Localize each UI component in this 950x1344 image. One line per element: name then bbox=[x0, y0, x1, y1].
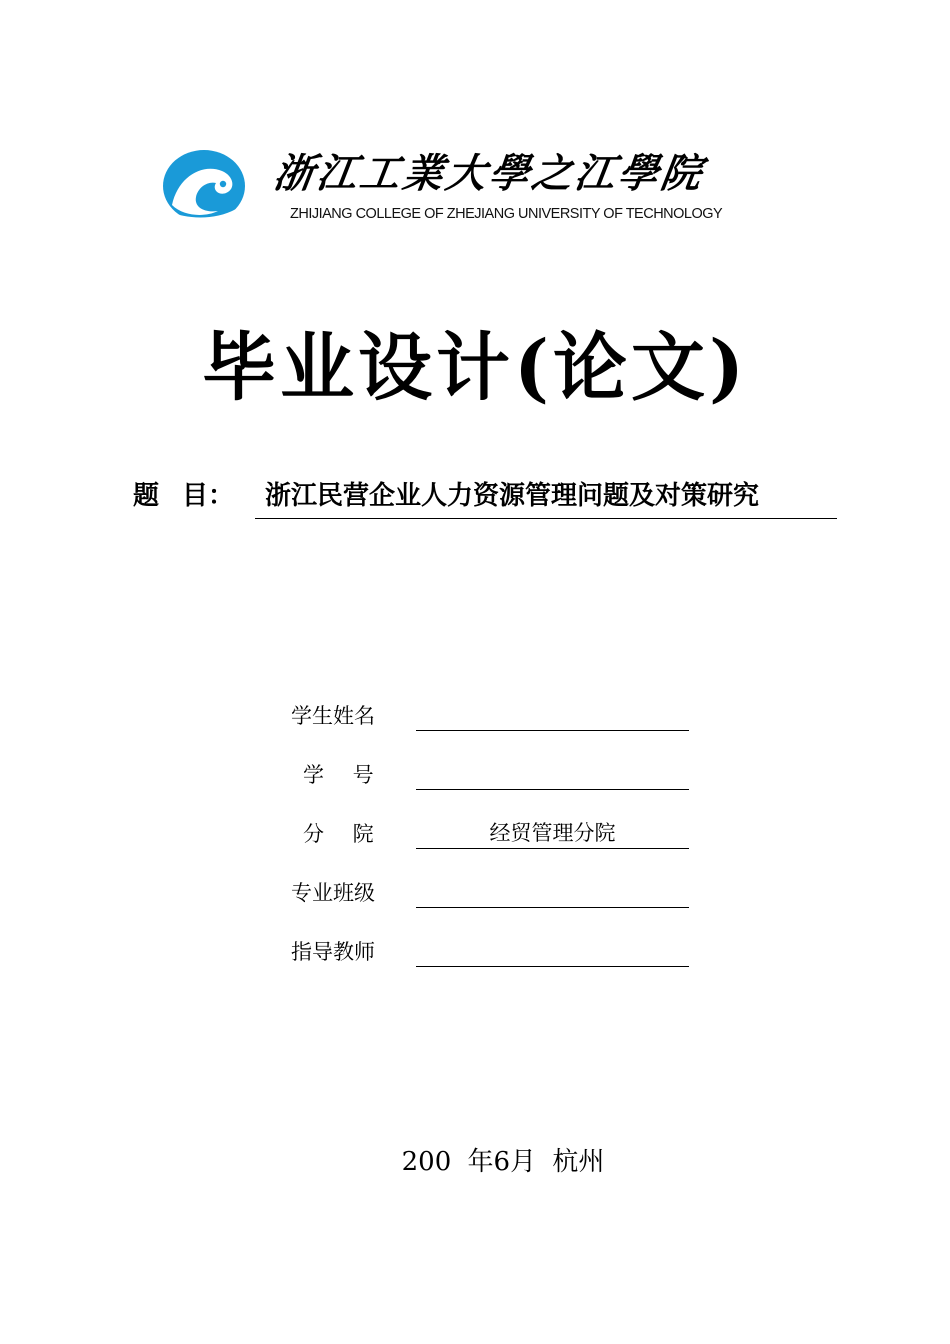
school-header bbox=[162, 146, 782, 230]
field-value-student-name bbox=[416, 701, 689, 731]
field-label-department: 分 院 bbox=[303, 822, 374, 846]
field-value-student-id bbox=[416, 760, 689, 790]
school-name-english: ZHIJIANG COLLEGE OF ZHEJIANG UNIVERSITY OF TECHNOLOGY bbox=[290, 206, 723, 222]
date-place: 200 年6月 杭州 bbox=[401, 1147, 605, 1177]
topic-label: 题 目： bbox=[133, 481, 235, 511]
field-label-advisor: 指导教师 bbox=[291, 940, 375, 964]
document-title: 毕业设计(论文) bbox=[201, 325, 749, 411]
field-value-department: 经贸管理分院 bbox=[416, 819, 689, 849]
field-label-student-name: 学生姓名 bbox=[291, 704, 375, 728]
field-label-major-class: 专业班级 bbox=[291, 881, 375, 905]
field-value-advisor bbox=[416, 937, 689, 967]
wave-logo-icon bbox=[162, 149, 246, 223]
field-label-student-id: 学 号 bbox=[303, 763, 374, 787]
field-value-major-class bbox=[416, 878, 689, 908]
topic-value: 浙江民营企业人力资源管理问题及对策研究 bbox=[255, 478, 837, 519]
school-name-chinese: 浙江工業大學之江學院 bbox=[270, 150, 708, 197]
